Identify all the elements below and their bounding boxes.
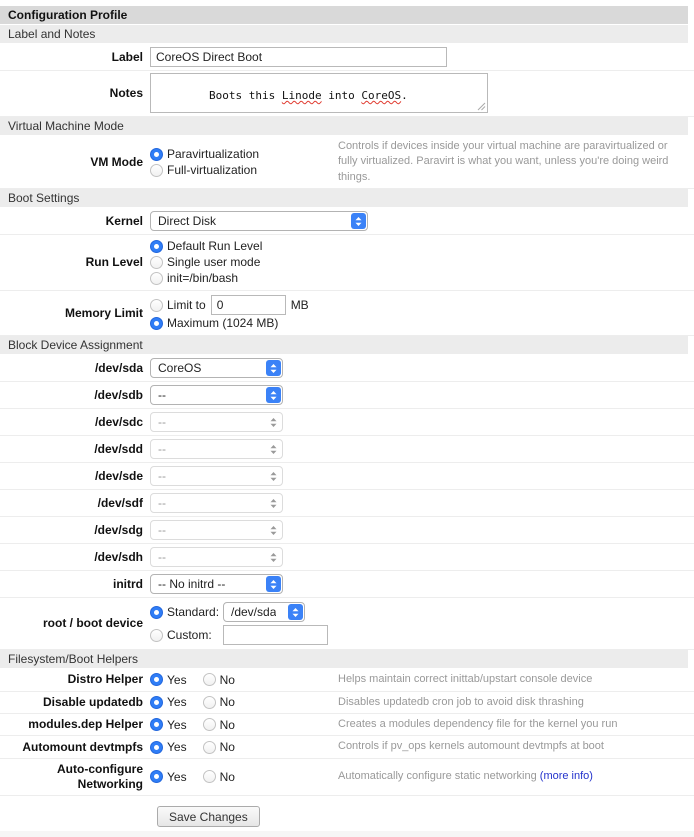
dev-sdd-selected-value: --: [158, 442, 166, 457]
modules-dep-no-label[interactable]: No: [219, 717, 235, 732]
dev-sdf-selected-value: --: [158, 496, 166, 511]
label-input[interactable]: [150, 47, 447, 67]
initrd-selected-value: -- No initrd --: [158, 577, 226, 592]
limit-to-option-label[interactable]: Limit to: [167, 297, 206, 312]
single-user-mode-option-label[interactable]: Single user mode: [167, 255, 261, 270]
modules-dep-helper-row: [0, 714, 694, 736]
full-virtualization-option-label[interactable]: Full-virtualization: [167, 162, 258, 177]
kernel-label: Kernel: [105, 213, 143, 228]
disable-updatedb-yes-label[interactable]: Yes: [167, 695, 187, 710]
init-bin-bash-option-label[interactable]: init=/bin/bash: [167, 271, 239, 286]
select-stepper-icon: [266, 576, 281, 592]
section-label-and-notes: Label and Notes: [0, 25, 688, 43]
memory-limit-input[interactable]: [211, 295, 286, 315]
dev-sde-selected-value: --: [158, 469, 166, 484]
paravirtualization-option-label[interactable]: Paravirtualization: [167, 146, 260, 161]
disable-updatedb-yes-radio[interactable]: [150, 696, 163, 709]
automount-devtmpfs-yes-radio[interactable]: [150, 741, 163, 754]
memory-limit-row: [0, 291, 694, 336]
auto-configure-networking-no-label[interactable]: No: [219, 769, 235, 784]
init-bin-bash-radio[interactable]: [150, 272, 163, 285]
dev-sdb-select[interactable]: [150, 385, 283, 405]
dev-sdc-row: [0, 409, 694, 436]
automount-devtmpfs-row: [0, 736, 694, 758]
limit-to-radio[interactable]: [150, 299, 163, 312]
root-boot-device-label: root / boot device: [42, 616, 143, 631]
dev-sdc-selected-value: --: [158, 415, 166, 430]
memory-unit-label: MB: [290, 297, 309, 312]
kernel-select[interactable]: [150, 211, 368, 231]
dev-sdc-label: /dev/sdc: [94, 414, 143, 429]
notes-misspelled-word: Linode: [281, 89, 322, 102]
dev-sdb-selected-value: --: [158, 388, 166, 403]
select-stepper-icon: [266, 387, 281, 403]
section-virtual-machine-mode: Virtual Machine Mode: [0, 117, 688, 135]
dev-sdg-select: [150, 520, 283, 540]
notes-textarea[interactable]: [150, 73, 488, 113]
distro-helper-no-label[interactable]: No: [219, 672, 235, 687]
select-stepper-icon: [266, 495, 281, 511]
vm-mode-row: [0, 136, 694, 189]
memory-limit-label: Memory Limit: [64, 305, 143, 320]
custom-root-option-label[interactable]: Custom:: [167, 627, 212, 642]
default-run-level-option-label[interactable]: Default Run Level: [167, 239, 263, 254]
dev-sda-select[interactable]: [150, 358, 283, 378]
select-stepper-icon: [266, 522, 281, 538]
initrd-row: [0, 571, 694, 598]
notes-text: Boots this: [208, 89, 282, 102]
select-stepper-icon: [266, 414, 281, 430]
section-block-device-assignment: Block Device Assignment: [0, 336, 688, 354]
dev-sdc-select: [150, 412, 283, 432]
dev-sde-row: [0, 463, 694, 490]
select-stepper-icon: [266, 360, 281, 376]
dev-sda-row: [0, 355, 694, 382]
standard-root-radio[interactable]: [150, 606, 163, 619]
notes-field-label: Notes: [109, 85, 143, 100]
single-user-mode-radio[interactable]: [150, 256, 163, 269]
initrd-label: initrd: [113, 576, 143, 591]
more-info-link[interactable]: (more info): [539, 770, 593, 783]
full-virtualization-radio[interactable]: [150, 164, 163, 177]
modules-dep-helper-label: modules.dep Helper: [28, 717, 143, 732]
select-stepper-icon: [266, 468, 281, 484]
dev-sdf-select: [150, 493, 283, 513]
label-field-label: Label: [111, 49, 143, 64]
distro-helper-yes-radio[interactable]: [150, 673, 163, 686]
initrd-select[interactable]: [150, 574, 283, 594]
notes-row: [0, 71, 694, 117]
disable-updatedb-no-label[interactable]: No: [219, 695, 235, 710]
dev-sdh-label: /dev/sdh: [94, 549, 143, 564]
automount-devtmpfs-yes-label[interactable]: Yes: [167, 740, 187, 755]
dev-sdd-label: /dev/sdd: [94, 441, 143, 456]
dev-sdg-selected-value: --: [158, 523, 166, 538]
maximum-memory-option-label[interactable]: Maximum (1024 MB): [167, 316, 279, 331]
dev-sdb-row: [0, 382, 694, 409]
auto-configure-networking-yes-radio[interactable]: [150, 770, 163, 783]
disable-updatedb-no-radio[interactable]: [203, 696, 216, 709]
select-stepper-icon: [288, 604, 303, 620]
modules-dep-yes-radio[interactable]: [150, 718, 163, 731]
label-row: [0, 44, 694, 71]
disable-updatedb-label: Disable updatedb: [42, 694, 143, 709]
vm-mode-help-text: Controls if devices inside your virtual machine are paravirtualized or fully virtualized. Paravirt is what you want, unless you're doing weird things.: [338, 140, 669, 183]
automount-devtmpfs-no-label[interactable]: No: [219, 740, 235, 755]
disable-updatedb-row: [0, 692, 694, 714]
run-level-row: [0, 235, 694, 291]
modules-dep-help-text: Creates a modules dependency file for the kernel you run: [338, 717, 618, 730]
dev-sdf-row: [0, 490, 694, 517]
standard-root-option-label[interactable]: Standard:: [167, 604, 220, 619]
dev-sdh-selected-value: --: [158, 550, 166, 565]
distro-helper-yes-label[interactable]: Yes: [167, 672, 187, 687]
dev-sdb-label: /dev/sdb: [94, 387, 143, 402]
select-stepper-icon: [266, 549, 281, 565]
dev-sdh-row: [0, 544, 694, 571]
save-row: [0, 796, 694, 829]
notes-text: into: [321, 89, 362, 102]
dev-sde-select: [150, 466, 283, 486]
auto-configure-networking-label: Auto-configure Networking: [57, 761, 143, 791]
auto-configure-networking-no-radio[interactable]: [203, 770, 216, 783]
auto-configure-networking-help-text: [338, 769, 694, 784]
disable-updatedb-help-text: Disables updatedb cron job to avoid disk thrashing: [338, 695, 584, 708]
automount-devtmpfs-label: Automount devtmpfs: [22, 739, 143, 754]
select-stepper-icon: [266, 441, 281, 457]
custom-root-radio[interactable]: [150, 629, 163, 642]
standard-root-device-select[interactable]: [223, 602, 305, 622]
distro-helper-label: Distro Helper: [67, 672, 143, 687]
page-title: Configuration Profile: [0, 6, 688, 24]
select-stepper-icon: [351, 213, 366, 229]
dev-sde-label: /dev/sde: [94, 468, 143, 483]
dev-sda-selected-value: CoreOS: [158, 361, 202, 376]
root-boot-device-row: [0, 598, 694, 650]
distro-helper-row: [0, 669, 694, 691]
save-changes-button[interactable]: Save Changes: [157, 806, 260, 827]
maximum-memory-radio[interactable]: [150, 317, 163, 330]
distro-helper-help-text: Helps maintain correct inittab/upstart console device: [338, 673, 593, 686]
modules-dep-no-radio[interactable]: [203, 718, 216, 731]
dev-sdd-row: [0, 436, 694, 463]
kernel-row: [0, 208, 694, 235]
auto-configure-networking-row: [0, 759, 694, 796]
modules-dep-yes-label[interactable]: Yes: [167, 717, 187, 732]
notes-text: .: [401, 89, 408, 102]
dev-sda-label: /dev/sda: [94, 360, 143, 375]
page-footer-band: [0, 831, 694, 837]
auto-configure-networking-yes-label[interactable]: Yes: [167, 769, 187, 784]
run-level-label: Run Level: [85, 255, 143, 270]
dev-sdd-select: [150, 439, 283, 459]
auto-configure-networking-help-fragment: Automatically configure static networking: [338, 770, 537, 783]
section-boot-settings: Boot Settings: [0, 189, 688, 207]
automount-devtmpfs-help-text: Controls if pv_ops kernels automount devtmpfs at boot: [338, 740, 604, 753]
standard-root-selected-value: /dev/sda: [231, 605, 277, 620]
distro-helper-no-radio[interactable]: [203, 673, 216, 686]
resize-grip-icon[interactable]: [477, 102, 486, 111]
dev-sdg-label: /dev/sdg: [94, 522, 143, 537]
paravirtualization-radio[interactable]: [150, 148, 163, 161]
default-run-level-radio[interactable]: [150, 240, 163, 253]
dev-sdh-select: [150, 547, 283, 567]
notes-misspelled-word: CoreOS: [361, 89, 402, 102]
dev-sdg-row: [0, 517, 694, 544]
automount-devtmpfs-no-radio[interactable]: [203, 741, 216, 754]
vm-mode-label: VM Mode: [90, 154, 143, 169]
kernel-selected-value: Direct Disk: [158, 214, 217, 229]
custom-root-device-input[interactable]: [223, 625, 328, 645]
section-filesystem-boot-helpers: Filesystem/Boot Helpers: [0, 650, 688, 668]
dev-sdf-label: /dev/sdf: [97, 495, 143, 510]
